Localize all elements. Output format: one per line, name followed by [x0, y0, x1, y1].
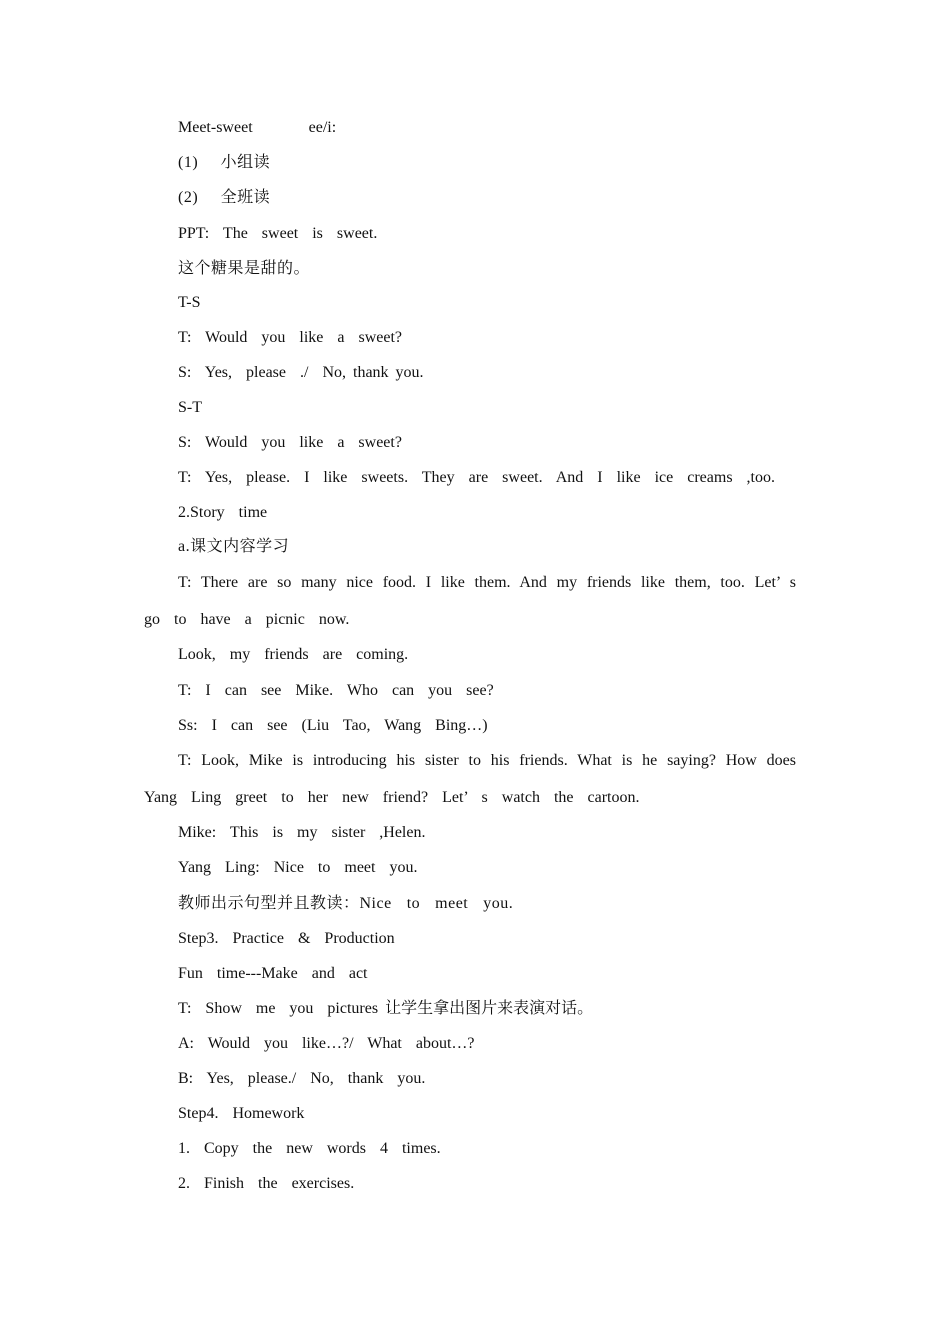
text-line: (1) 小组读: [178, 154, 271, 171]
text-line: Yang Ling greet to her new friend? Let’ s watch the cartoon.: [144, 789, 640, 806]
text-line: Ss: I can see (Liu Tao, Wang Bing…): [178, 717, 488, 734]
text-line: Mike: This is my sister ,Helen.: [178, 824, 426, 841]
text-line: 2. Finish the exercises.: [178, 1175, 355, 1192]
text-line: (2) 全班读: [178, 189, 271, 206]
text-line: Step4. Homework: [178, 1105, 305, 1122]
text-line: T: Yes, please. I like sweets. They are sweet. And I like ice creams ,too.: [178, 469, 775, 486]
text-line: a.课文内容学习: [178, 538, 290, 555]
text-line: PPT: The sweet is sweet.: [178, 225, 378, 242]
text-line: T-S: [178, 294, 201, 311]
text-line: T: I can see Mike. Who can you see?: [178, 682, 494, 699]
text-line: T: Look, Mike is introducing his sister to his friends. What is he saying? How does: [178, 752, 796, 769]
text-line: S-T: [178, 399, 202, 416]
text-line: A: Would you like…?/ What about…?: [178, 1035, 475, 1052]
text-line: 2.Story time: [178, 504, 268, 521]
text-line: go to have a picnic now.: [144, 611, 350, 628]
text-line: Look, my friends are coming.: [178, 646, 409, 663]
text-line: 教师出示句型并且教读：Nice to meet you.: [178, 895, 514, 912]
text-line: Step3. Practice & Production: [178, 930, 395, 947]
text-line: S: Yes, please ./ No, thank you.: [178, 364, 424, 381]
text-line: 这个糖果是甜的。: [178, 260, 311, 277]
text-line: Meet-sweet ee/i:: [178, 119, 337, 136]
text-line: B: Yes, please./ No, thank you.: [178, 1070, 426, 1087]
text-line: Yang Ling: Nice to meet you.: [178, 859, 418, 876]
text-line: S: Would you like a sweet?: [178, 434, 402, 451]
text-line: 1. Copy the new words 4 times.: [178, 1140, 441, 1157]
text-line: T: There are so many nice food. I like them. And my friends like them, too. Let’ s: [178, 574, 796, 591]
text-line: Fun time---Make and act: [178, 965, 368, 982]
text-line: T: Show me you pictures 让学生拿出图片来表演对话。: [178, 1000, 594, 1017]
text-line: T: Would you like a sweet?: [178, 329, 403, 346]
